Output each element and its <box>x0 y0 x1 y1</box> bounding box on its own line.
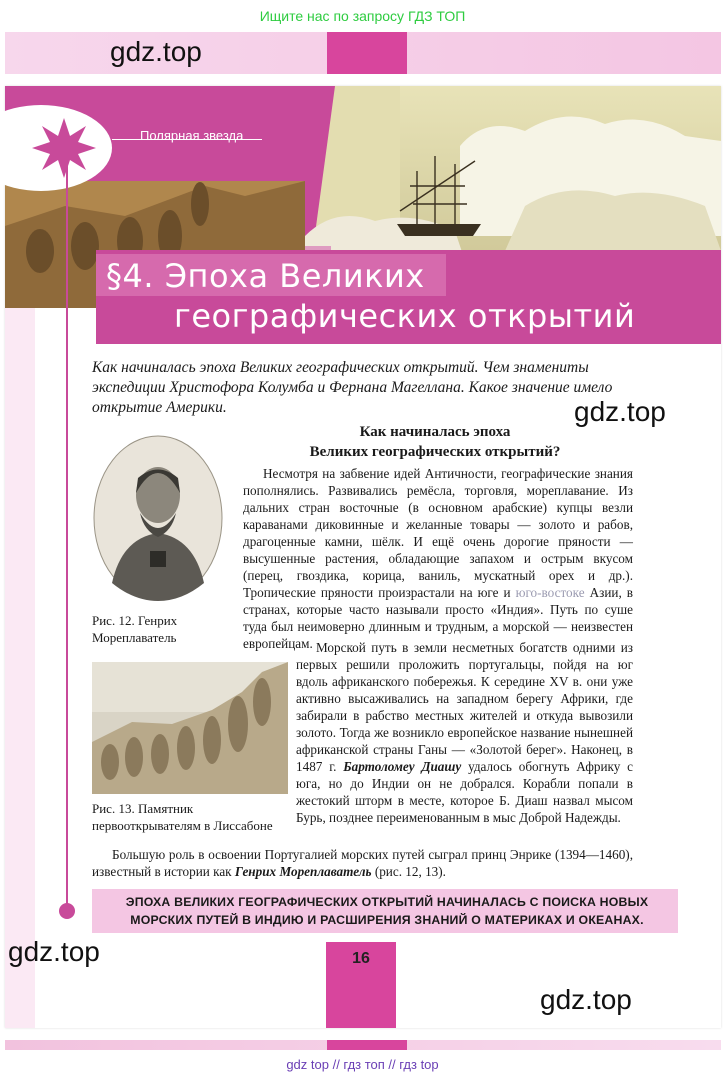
next-page-strip <box>5 1040 721 1050</box>
paragraph-3-name: Генрих Мореплаватель <box>234 864 372 879</box>
polar-star-icon <box>32 118 96 178</box>
subheading-line-1: Как начиналась эпоха <box>359 424 511 440</box>
paragraph-1-highlight: юго-востоке <box>515 585 585 600</box>
paragraph-2 <box>296 639 633 826</box>
paragraph-3-text-a: Большую роль в освоении Португалией морских путей сыграл принц Энрике (1394—1460), известный в истории как <box>92 847 633 879</box>
paragraph-1-text-a: Несмотря на забвение идей Античности, географические знания пополнялись. Развивались ремёсла, торговля, мореплавание. Из дальних стран восточные (в основном арабские) купцы везли караванами диковинные и желанные товары — золото и рабов, драгоценные камни, шёлк. И ещё очень дорогие пряности — высушенные растения, обладающие запахом и острым вкусом (перец, гвоздика, корица, ваниль, мускатный орех и др.). Тропические пряности произрастали на юге и <box>243 466 633 600</box>
watermark: gdz.top <box>110 36 202 67</box>
page-title <box>106 256 706 336</box>
title-line-2: географических открытий <box>174 297 636 335</box>
paragraph-3 <box>92 846 633 880</box>
page-number: 16 <box>352 950 370 967</box>
figure-13-monument-photo <box>92 662 288 794</box>
watermark: gdz.top <box>540 984 632 1015</box>
margin-rule-dot <box>59 903 75 919</box>
intro-questions: Как начиналась эпоха Великих географических открытий. Чем знамениты экспедиции Христофора Колумба и Фернана Магеллана. Какое значение имело открытие Америки. <box>92 359 613 416</box>
title-line-1: §4. Эпоха Великих <box>106 257 425 295</box>
subsection-heading <box>270 422 600 462</box>
section-emblem <box>0 105 112 191</box>
top-banner[interactable]: Ищите нас по запросу ГДЗ ТОП <box>259 8 466 24</box>
paragraph-2-text-b: удалось обогнуть Африку с юга, но до Индии он не добрался. Корабли попали в жестокий шторм в месте, которое Б. Диаш назвал мысом Бурь, позднее переименованным в мыс Доброй Надежды. <box>296 759 634 825</box>
subheading-line-2: Великих географических открытий? <box>309 444 561 460</box>
paragraph-1 <box>243 465 633 652</box>
conclusion-text: ЭПОХА ВЕЛИКИХ ГЕОГРАФИЧЕСКИХ ОТКРЫТИЙ НАЧИНАЛАСЬ С ПОИСКА НОВЫХ МОРСКИХ ПУТЕЙ В ИНДИЮ И РАСШИРЕНИЯ ЗНАНИЙ О МАТЕРИКАХ И ОКЕАНАХ. <box>125 895 649 927</box>
paragraph-2-name: Бартоломеу Диашу <box>343 759 462 774</box>
section-label: Полярная звезда <box>140 128 244 143</box>
watermark: gdz.top <box>574 396 666 427</box>
paragraph-3-text-b: (рис. 12, 13). <box>374 864 446 879</box>
watermark: gdz.top <box>8 936 100 967</box>
margin-rule <box>66 150 68 910</box>
figure-12-caption: Рис. 12. Генрих Мореплаватель <box>92 613 178 645</box>
paragraph-2-text-a: Морской путь в земли несметных богатств одними из первых решили проложить португальцы, пойдя на юг вдоль африканского побережья. К середине XV в. они уже активно высаживались на западном берегу Африки, где забирали в рабство местных жителей и откуда вывозили золото. Тогда же возникло европейское название нынешней африканской страны Ганы — «Золотой берег». Наконец, в 1487 г. <box>296 640 633 774</box>
figure-12-portrait <box>92 433 224 608</box>
figure-13-caption: Рис. 13. Памятник первооткрывателям в Лиссабоне <box>92 801 273 833</box>
footer-links[interactable]: gdz top // гдз топ // гдз top <box>286 1057 439 1072</box>
paragraph-1-text-b: Азии, в странах, которые часто называли просто «Индия». Путь по суше туда был неимоверно длинным и трудным, а морской — неизвестен европейцам. <box>243 585 634 651</box>
